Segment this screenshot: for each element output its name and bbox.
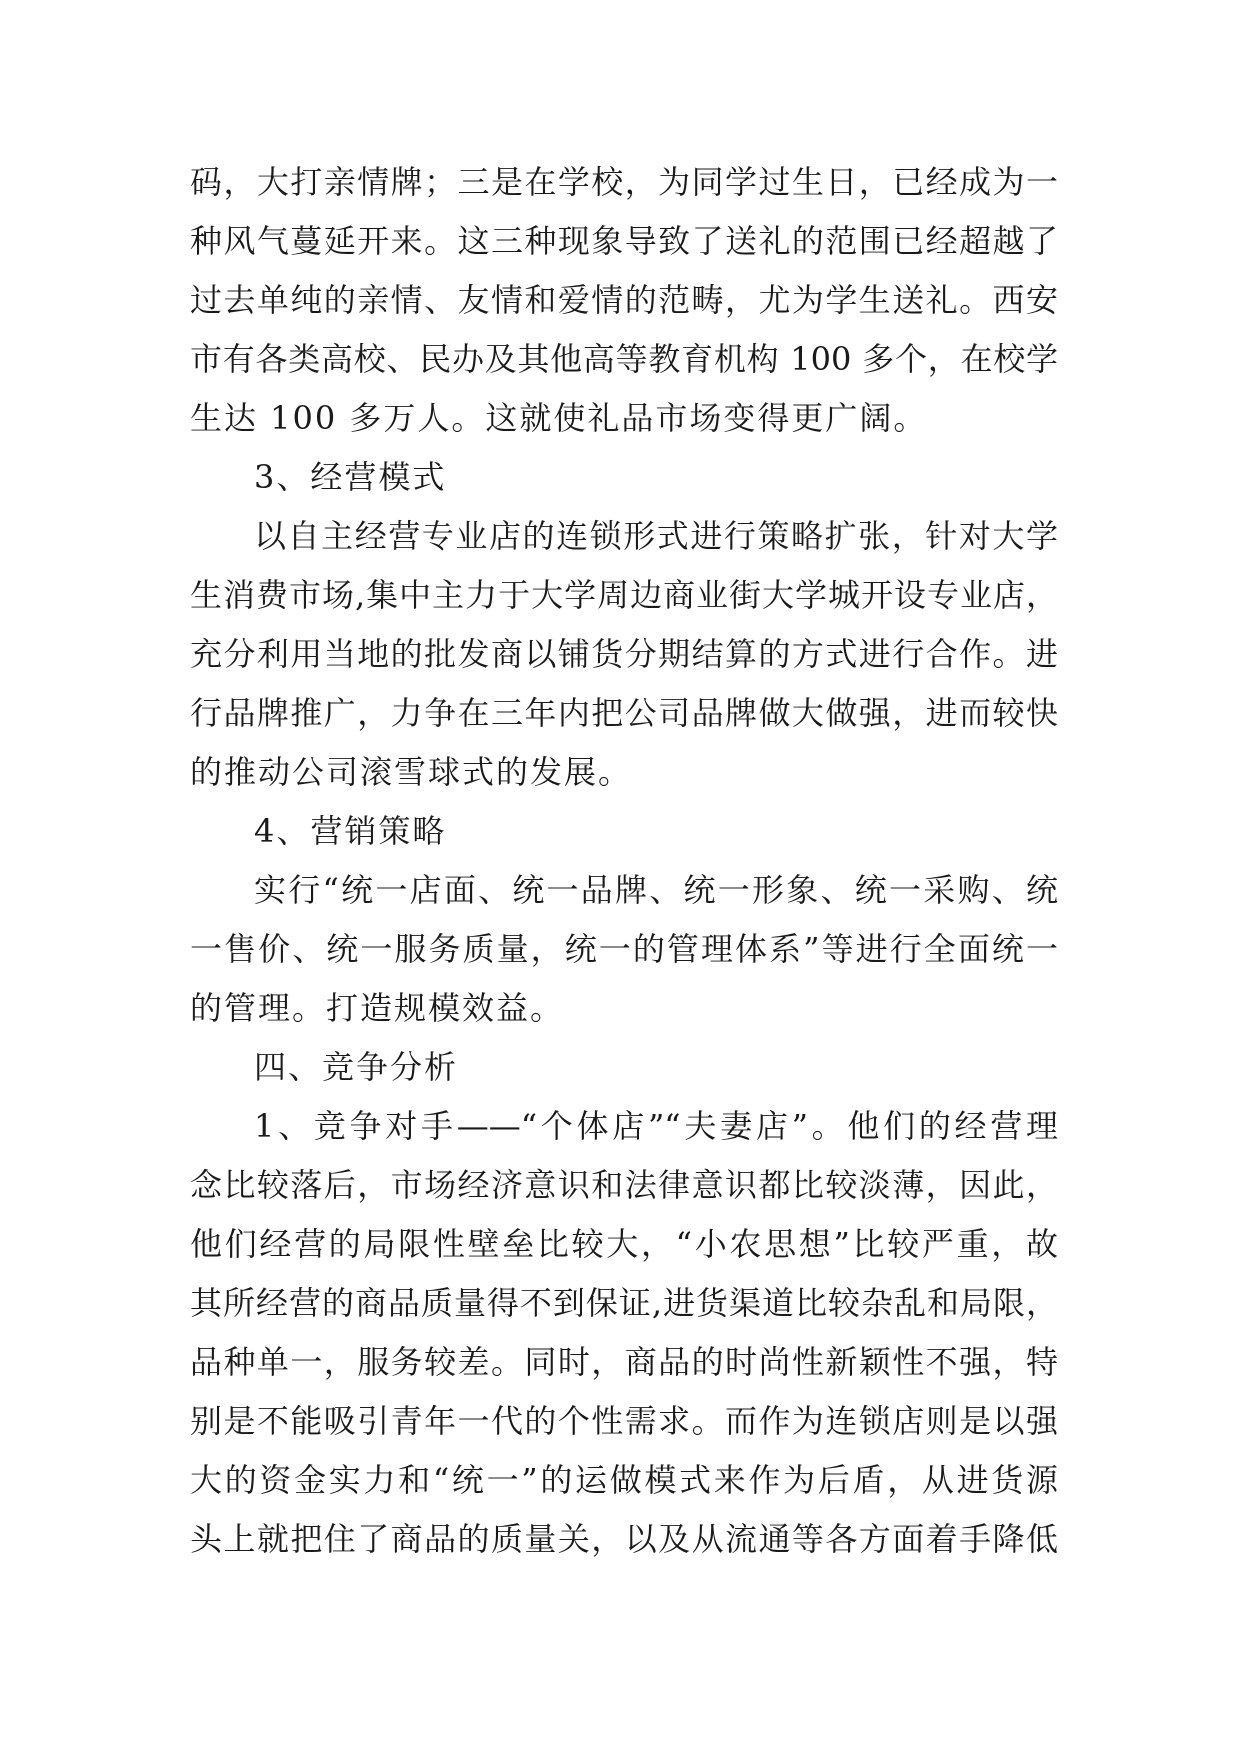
text-line: 生达 100 多万人。这就使礼品市场变得更广阔。 <box>190 399 928 437</box>
text-line: 以自主经营专业店的连锁形式进行策略扩张，针对大学 <box>254 517 1058 555</box>
text-line: 品种单一，服务较差。同时，商品的时尚性新颖性不强，特 <box>190 1343 1058 1381</box>
text-line: 他们经营的局限性壁垒比较大，“小农思想”比较严重，故 <box>190 1225 1058 1263</box>
text-line: 大的资金实力和“统一”的运做模式来作为后盾，从进货源 <box>190 1461 1058 1499</box>
text-line: 充分利用当地的批发商以铺货分期结算的方式进行合作。进 <box>190 635 1058 673</box>
text-line: 一售价、统一服务质量，统一的管理体系”等进行全面统一 <box>190 930 1058 968</box>
section-heading: 4、营销策略 <box>254 812 447 850</box>
text-line: 别是不能吸引青年一代的个性需求。而作为连锁店则是以强 <box>190 1402 1058 1440</box>
text-line: 念比较落后，市场经济意识和法律意识都比较淡薄，因此， <box>190 1166 1058 1204</box>
section-heading: 四、竞争分析 <box>254 1048 459 1086</box>
text-line: 过去单纯的亲情、友情和爱情的范畴，尤为学生送礼。西安 <box>190 281 1058 319</box>
text-line: 1、竞争对手——“个体店”“夫妻店”。他们的经营理 <box>254 1107 1058 1145</box>
section-heading: 3、经营模式 <box>254 458 447 496</box>
text-line: 实行“统一店面、统一品牌、统一形象、统一采购、统 <box>254 871 1058 909</box>
text-line: 生消费市场,集中主力于大学周边商业街大学城开设专业店， <box>190 576 1058 614</box>
text-line: 行品牌推广，力争在三年内把公司品牌做大做强，进而较快 <box>190 694 1058 732</box>
text-line: 的推动公司滚雪球式的发展。 <box>190 753 633 791</box>
text-line: 的管理。打造规模效益。 <box>190 989 565 1027</box>
body-text <box>190 153 1058 1569</box>
text-line: 其所经营的商品质量得不到保证,进货渠道比较杂乱和局限， <box>190 1284 1058 1322</box>
text-line: 码，大打亲情牌；三是在学校，为同学过生日，已经成为一 <box>190 163 1058 201</box>
text-line: 种风气蔓延开来。这三种现象导致了送礼的范围已经超越了 <box>190 222 1058 260</box>
text-line: 头上就把住了商品的质量关，以及从流通等各方面着手降低 <box>190 1520 1058 1558</box>
text-line: 市有各类高校、民办及其他高等教育机构 100 多个，在校学 <box>190 340 1058 378</box>
